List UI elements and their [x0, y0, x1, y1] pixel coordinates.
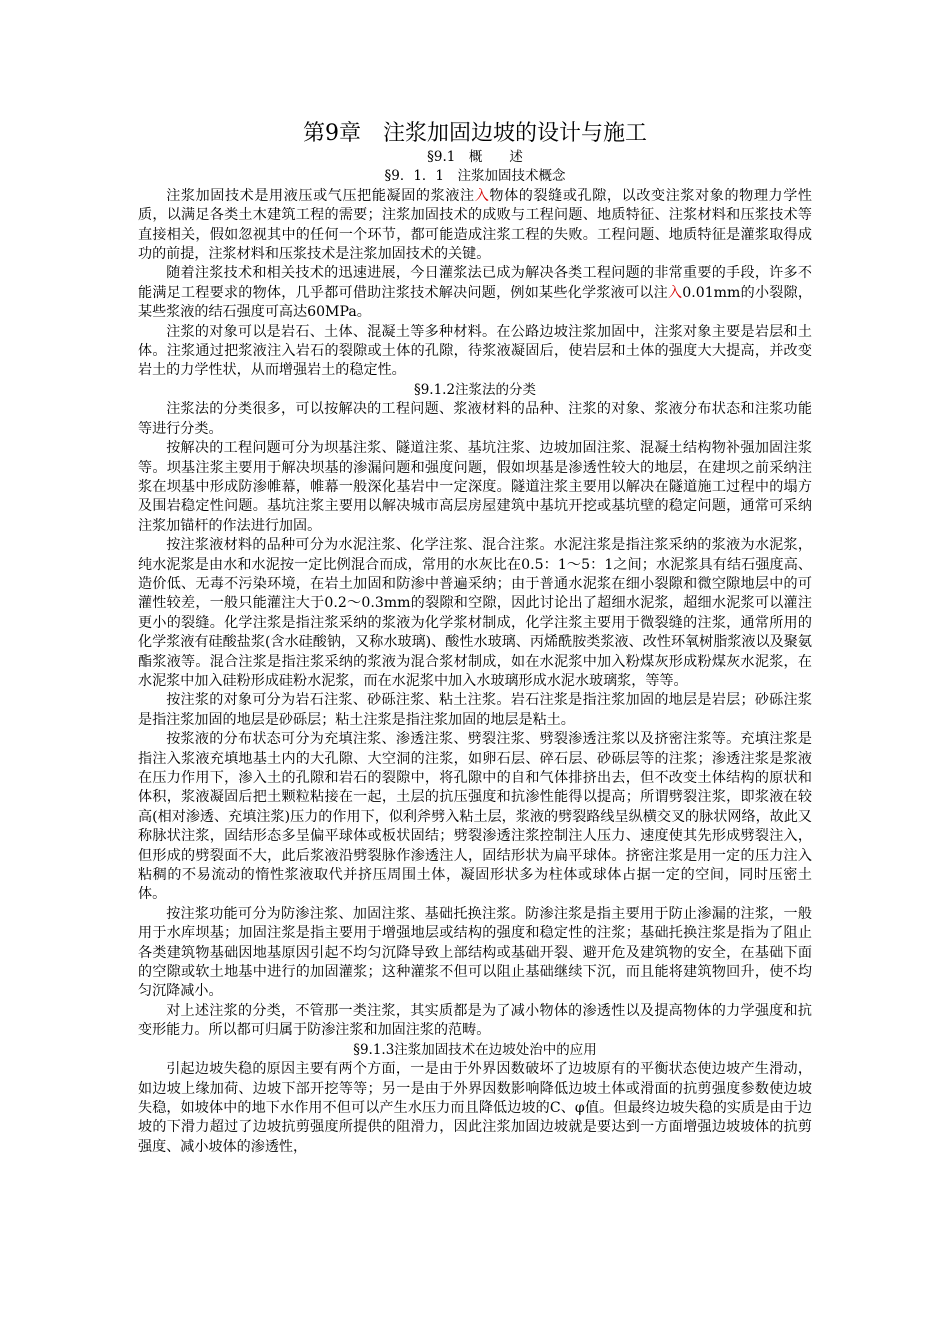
paragraph-classification-engineering: 按解决的工程问题可分为坝基注浆、隧道注浆、基坑注浆、边坡加固注浆、混凝土结构物补强加固注浆等。坝基注浆主要用于解决坝基的渗漏问题和强度问题，假如坝基是渗透性较大的地层，在建坝之前采纳注浆在坝基中形成防渗帷幕，帷幕一般深化基岩中一定深度。隧道注浆主要用以解决在隧道施工过程中的塌方及围岩稳定性问题。基坑注浆主要用以解决城市高层房屋建筑中基坑开挖或基坑壁的稳定问题，通常可采纳注浆加锚杆的作法进行加固。 — [138, 440, 812, 534]
paragraph-grouting-objects: 注浆的对象可以是岩石、土体、混凝土等多种材料。在公路边坡注浆加固中，注浆对象主要是岩层和土体。注浆通过把浆液注入岩石的裂隙或土体的孔隙，待浆液凝固后，使岩层和土体的强度大大提高，并改变岩土的力学性状，从而增强岩土的稳定性。 — [138, 323, 812, 379]
section-title-9-1: §9.1 概 述 — [427, 149, 523, 165]
highlighted-char: 入 — [474, 187, 490, 204]
paragraph-classification-function: 按注浆功能可分为防渗注浆、加固注浆、基础托换注浆。防渗注浆是指主要用于防止渗漏的注浆，一般用于水库坝基；加固注浆是指主要用于增强地层或结构的强度和稳定性的注浆；基础托换注浆是指为了阻止各类建筑物基础因地基原因引起不均匀沉降导致上部结构或基础开裂、避开危及建筑物的安全，在基础下面的空隙或软土地基中进行的加固灌浆；这种灌浆不但可以阻止基础继续下沉，而且能将建筑物回升，使不均匀沉降减小。 — [138, 905, 812, 1000]
paragraph-classification-material: 按注浆液材料的品种可分为水泥注浆、化学注浆、混合注浆。水泥注浆是指注浆采纳的浆液为水泥浆，纯水泥浆是由水和水泥按一定比例混合而成，常用的水灰比在0.5：1～5：1之间；水泥浆具有结石强度高、造价低、无毒不污染环境，在岩土加固和防渗中普遍采纳；由于普通水泥浆在细小裂隙和微空隙地层中的可灌性较差，一般只能灌注大于0.2～0.3mm的裂隙和空隙，因此讨论出了超细水泥浆，超细水泥浆可以灌注更小的裂缝。化学注浆是指注浆采纳的浆液为化学浆材制成，化学注浆主要用于微裂缝的注浆，通常所用的化学浆液有硅酸盐浆(含水硅酸钠，又称水玻璃)、酸性水玻璃、丙烯酰胺类浆液、改性环氧树脂浆液以及聚氨酯浆液等。混合注浆是指注浆采纳的浆液为混合浆材制成，如在水泥浆中加入粉煤灰形成粉煤灰水泥浆，在水泥浆中加入硅粉形成硅粉水泥浆，而在水泥浆中加入水玻璃形成水泥水玻璃浆，等等。 — [138, 537, 812, 689]
subsection-title-9-1-2: §9.1.2注浆法的分类 — [413, 381, 537, 398]
document-page — [138, 120, 812, 1157]
highlighted-char: 入 — [667, 284, 683, 301]
paragraph-slope-application: 引起边坡失稳的原因主要有两个方面，一是由于外界因数破坏了边坡原有的平衡状态使边坡产生滑动，如边坡上缘加荷、边坡下部开挖等等；另一是由于外界因数影响降低边坡土体或滑面的抗剪强度参数使边坡失稳，如坡体中的地下水作用不但可以产生水压力而且降低边坡的C、φ值。但最终边坡失稳的实质是由于边坡的下滑力超过了边坡抗剪强度所提供的阻滑力，因此注浆加固边坡就是要达到一方面增强边坡坡体的抗剪强度、减小坡体的渗透性， — [138, 1061, 812, 1155]
paragraph-grouting-development — [138, 264, 812, 322]
paragraph-classification-intro: 注浆法的分类很多，可以按解决的工程问题、浆液材料的品种、注浆的对象、浆液分布状态和注浆功能等进行分类。 — [138, 401, 812, 437]
paragraph-classification-distribution: 按浆液的分布状态可分为充填注浆、渗透注浆、劈裂注浆、劈裂渗透注浆以及挤密注浆等。充填注浆是指注入浆液充填地基土内的大孔隙、大空洞的注浆，如卵石层、碎石层、砂砾层等的注浆；渗透注浆是浆液在压力作用下，渗入土的孔隙和岩石的裂隙中，将孔隙中的自和气体排挤出去，但不改变土体结构的原状和体积，浆液凝固后把土颗粒粘接在一起，土层的抗压强度和抗渗性能得以提高；所谓劈裂注浆，即浆液在较高(相对渗透、充填注浆)压力的作用下，似利斧劈入粘土层，浆液的劈裂路线呈纵横交叉的脉状网络，故此又称脉状注浆，固结形态多呈偏平球体或板状固结；劈裂渗透注浆控制注人压力、速度使其先形成劈裂注入，但形成的劈裂面不大，此后浆液沿劈裂脉作渗透注人，固结形状为扁平球体。挤密注浆是用一定的压力注入粘稠的不易流动的惰性浆液取代并挤压周围土体，凝固形状多为柱体或球体占据一定的空间，同时压密土体。 — [138, 731, 812, 903]
paragraph-text: 物体的裂缝或孔隙，以改变注浆对象的物理力学性质，以满足各类土木建筑工程的需要；注浆加固技术的成败与工程问题、地质特征、注浆材料和压浆技术等直接相关，假如忽视其中的任何一个环节，都可能造成注浆工程的失败。工程问题、地质特征是灌浆取得成功的前提，注浆材料和压浆技术是注浆加固技术的关键。 — [138, 187, 813, 263]
paragraph-text: 注浆加固技术是用液压或气压把能凝固的浆液注 — [166, 187, 475, 204]
paragraph-text: 随着注浆技术和相关技术的迅速进展，今日灌浆法已成为解决各类工程问题的非常重要的手段，许多不能满足工程要求的物体，几乎都可借助注浆技术解决问题，例如某些化学浆液可以注 — [138, 265, 812, 301]
paragraph-text: 0.01mm的小裂隙，某些浆液的结石强度可高达60MPa。 — [138, 284, 813, 321]
paragraph-classification-summary: 对上述注浆的分类，不管那一类注浆，其实质都是为了减小物体的渗透性以及提高物体的力学强度和抗变形能力。所以都可归属于防渗注浆和加固注浆的范畴。 — [138, 1002, 812, 1039]
subsection-title-9-1-1: §9．1．1 注浆加固技术概念 — [384, 168, 566, 185]
paragraph-classification-object: 按注浆的对象可分为岩石注浆、砂砾注浆、粘土注浆。岩石注浆是指注浆加固的地层是岩层；砂砾注浆是指注浆加固的地层是砂砾层；粘土注浆是指注浆加固的地层是粘土。 — [138, 692, 812, 728]
subsection-title-9-1-3: §9.1.3注浆加固技术在边坡处治中的应用 — [353, 1041, 597, 1058]
chapter-title: 第9章 注浆加固边坡的设计与施工 — [303, 121, 647, 146]
paragraph-grouting-concept — [138, 187, 812, 265]
